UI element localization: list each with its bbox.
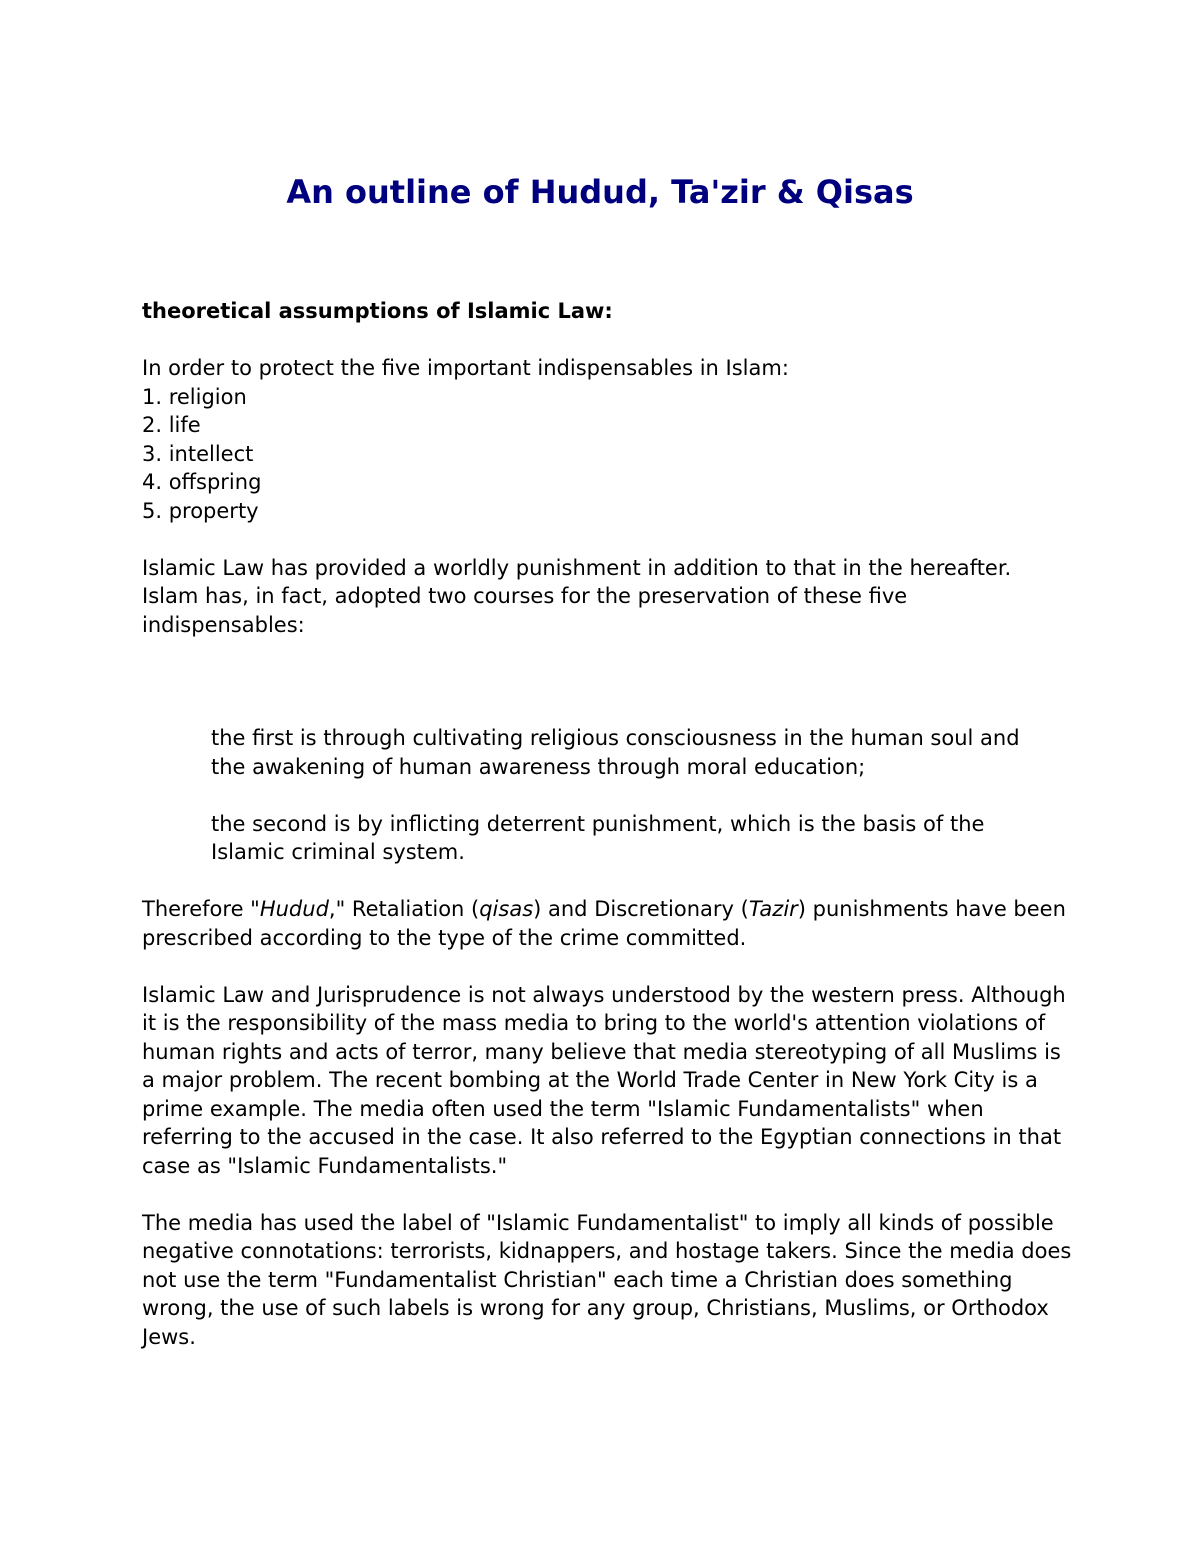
course-first-paragraph: the first is through cultivating religious consciousness in the human soul and the awakening of human awareness through moral education; (211, 726, 1020, 779)
text-run: ) and Discretionary ( (533, 897, 749, 921)
intro-paragraph: In order to protect the five important indispensables in Islam: (142, 356, 789, 380)
spacer (142, 525, 1072, 554)
list-item: 3. intellect (142, 441, 254, 466)
text-run: ) punishments have been prescribed according to the type of the crime committed. (142, 897, 1066, 950)
list-item: 1. religion (142, 384, 247, 409)
qisas-term: qisas (479, 897, 534, 921)
document-title: An outline of Hudud, Ta'zir & Qisas (286, 173, 914, 211)
spacer (142, 639, 1072, 724)
section-heading: theoretical assumptions of Islamic Law: (142, 299, 613, 323)
spacer (142, 867, 1072, 896)
therefore-paragraph (142, 895, 1072, 952)
list-item: 2. life (142, 413, 201, 437)
punishment-paragraph: Islamic Law has provided a worldly punishment in addition to that in the hereafter. Islam has, in fact, adopted two courses for the preservation of these five indispensables: (142, 555, 1012, 637)
tazir-term: Tazir (748, 897, 798, 921)
document-body (142, 297, 1072, 1351)
indispensables-list (142, 383, 1072, 526)
media-paragraph-2: The media has used the label of "Islamic Fundamentalist" to imply all kinds of possible negative connotations: terrorists, kidnappers, and hostage takers. Since the media does not use the term "Fundamentalist Christian" each time a Christian does something wrong, the use of such labels is wrong for any group, Christians, Muslims, or Orthodox Jews. (142, 1210, 1072, 1349)
spacer (142, 326, 1072, 355)
course-second-paragraph: the second is by inflicting deterrent punishment, which is the basis of the Islamic criminal system. (211, 811, 985, 864)
list-item: 4. offspring (142, 470, 262, 494)
text-run: ," Retaliation ( (328, 897, 480, 921)
list-item: 5. property (142, 498, 259, 523)
spacer (142, 781, 1072, 810)
spacer (142, 1180, 1072, 1209)
hudud-term: Hudud (259, 897, 329, 921)
text-run: Therefore " (142, 897, 260, 921)
spacer (142, 952, 1072, 981)
media-paragraph-1: Islamic Law and Jurisprudence is not always understood by the western press. Although it is the responsibility of the mass media to bring to the world's attention violations of human rights and acts of terror, many believe that media stereotyping of all Muslims is a major problem. The recent bombing at the World Trade Center in New York City is a prime example. The media often used the term "Islamic Fundamentalists" when referring to the accused in the case. It also referred to the Egyptian connections in that case as "Islamic Fundamentalists." (142, 982, 1066, 1178)
